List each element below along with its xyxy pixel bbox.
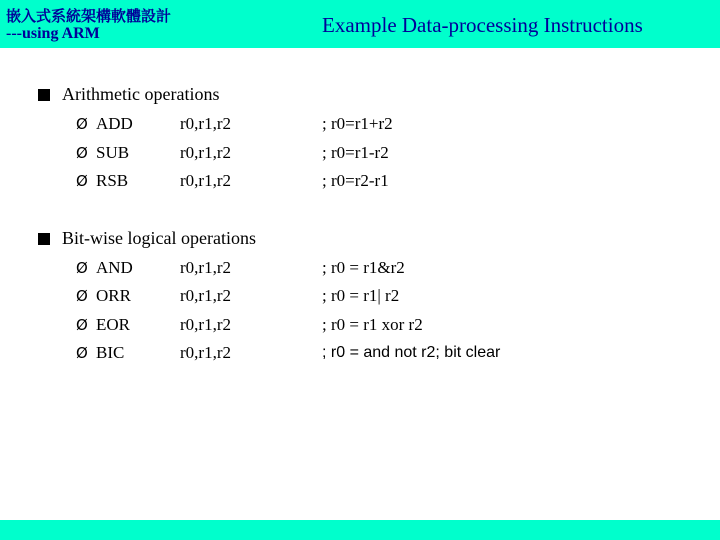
arrow-bullet-icon: Ø [76, 344, 88, 362]
arrow-bullet-icon: Ø [76, 115, 88, 133]
arrow-bullet-icon: Ø [76, 287, 88, 305]
instruction-args: r0,r1,r2 [180, 286, 231, 305]
instruction-args: r0,r1,r2 [180, 114, 231, 133]
instruction-args: r0,r1,r2 [180, 315, 231, 334]
instruction-comment: ; r0=r1-r2 [322, 143, 389, 162]
square-bullet-icon [38, 89, 50, 101]
arrow-bullet-icon: Ø [76, 144, 88, 162]
square-bullet-icon [38, 233, 50, 245]
instruction-comment: ; r0=r2-r1 [322, 171, 389, 190]
instruction-op: BIC [96, 343, 125, 362]
instruction-op: ADD [96, 114, 133, 133]
arrow-bullet-icon: Ø [76, 259, 88, 277]
instruction-comment: ; r0=r1+r2 [322, 114, 393, 133]
instruction-op: ORR [96, 286, 131, 305]
instruction-op: EOR [96, 315, 130, 334]
section-heading-label: Bit-wise logical operations [62, 228, 256, 248]
instruction-op: SUB [96, 143, 130, 162]
arrow-bullet-icon: Ø [76, 172, 88, 190]
instruction-op: RSB [96, 171, 129, 190]
instruction-args: r0,r1,r2 [180, 143, 231, 162]
section-heading-bitwise [38, 228, 256, 249]
header-bar [0, 0, 720, 48]
instruction-comment: ; r0 = r1 xor r2 [322, 315, 423, 334]
instruction-args: r0,r1,r2 [180, 171, 231, 190]
instruction-comment: ; r0 = r1&r2 [322, 258, 405, 277]
footer-bar [0, 520, 720, 540]
instruction-op: AND [96, 258, 133, 277]
instruction-comment: ; r0 = r1| r2 [322, 286, 400, 305]
slide-title: Example Data-processing Instructions [322, 13, 643, 37]
instruction-args: r0,r1,r2 [180, 343, 231, 362]
instruction-comment: ; r0 = and not r2; bit clear [322, 344, 501, 361]
arrow-bullet-icon: Ø [76, 316, 88, 334]
course-subtitle: ---using ARM [6, 25, 100, 42]
section-heading-label: Arithmetic operations [62, 84, 220, 104]
course-title: 嵌入式系統架構軟體設計 [6, 7, 172, 25]
section-heading-arithmetic [38, 84, 219, 105]
instruction-args: r0,r1,r2 [180, 258, 231, 277]
